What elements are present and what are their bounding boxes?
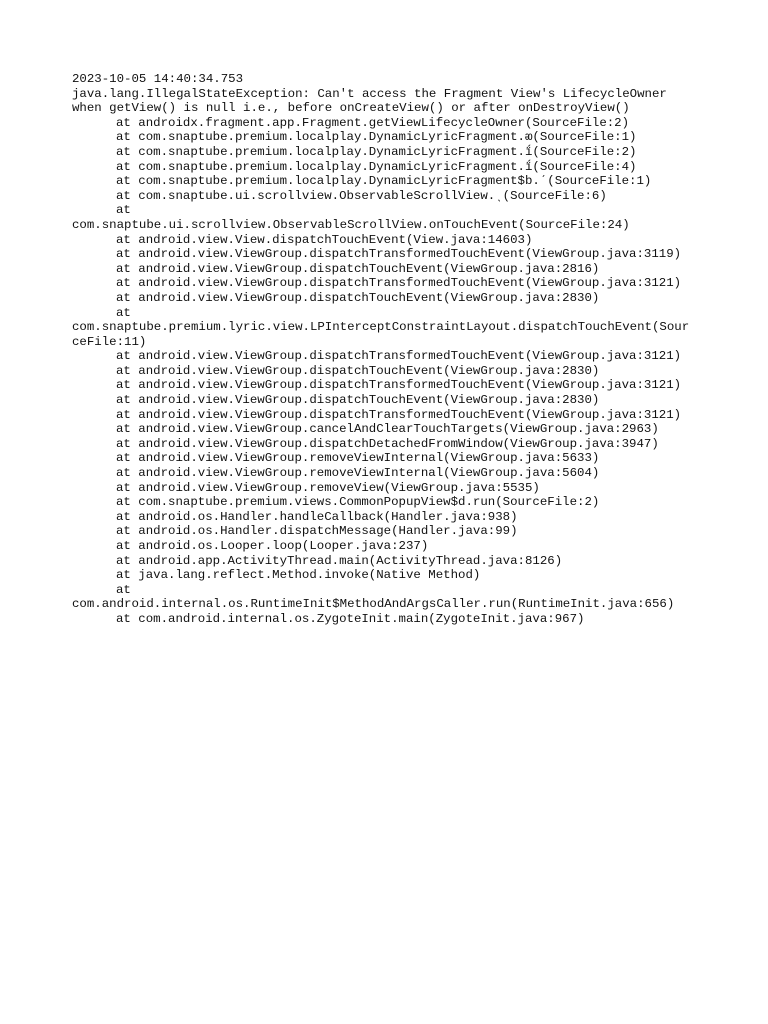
stack-frame: at android.view.ViewGroup.dispatchTouchEvent(ViewGroup.java:2830) — [116, 363, 600, 378]
stack-frame: at java.lang.reflect.Method.invoke(Native Method) — [116, 568, 481, 583]
stack-frame-wrapped: ceFile:11) — [72, 334, 147, 349]
stack-frame-wrapped: com.snaptube.ui.scrollview.ObservableScrollView.onTouchEvent(SourceFile:24) — [72, 217, 630, 232]
stack-frame: at android.app.ActivityThread.main(ActivityThread.java:8126) — [116, 553, 563, 568]
stack-frame: at — [116, 203, 131, 218]
stack-frame: at android.view.ViewGroup.dispatchTransformedTouchEvent(ViewGroup.java:3119) — [116, 247, 682, 262]
stack-frame: at android.os.Looper.loop(Looper.java:237) — [116, 539, 429, 553]
stack-frame: at android.view.ViewGroup.removeViewInternal(ViewGroup.java:5604) — [116, 466, 600, 481]
stack-frame: at com.android.internal.os.ZygoteInit.main(ZygoteInit.java:967) — [116, 611, 585, 626]
stack-frame: at android.view.ViewGroup.cancelAndClearTouchTargets(ViewGroup.java:2963) — [116, 422, 659, 437]
stack-frame: at — [116, 582, 131, 597]
stack-frame: at com.snaptube.premium.localplay.DynamicLyricFragment.ḯ(SourceFile:4) — [116, 159, 637, 174]
exception-message-continued: when getView() is null i.e., before onCreateView() or after onDestroyView() — [72, 101, 630, 116]
stack-trace-document — [72, 72, 712, 627]
stack-frame: at android.view.ViewGroup.dispatchTouchEvent(ViewGroup.java:2830) — [116, 393, 600, 408]
stack-frame: at android.view.ViewGroup.dispatchTouchEvent(ViewGroup.java:2830) — [116, 290, 600, 305]
stack-frame: at android.view.ViewGroup.dispatchTouchEvent(ViewGroup.java:2816) — [116, 261, 600, 276]
stack-frame: at com.snaptube.premium.views.CommonPopupView$d.run(SourceFile:2) — [116, 495, 600, 510]
stack-frame: at android.view.ViewGroup.dispatchTransformedTouchEvent(ViewGroup.java:3121) — [116, 378, 682, 393]
stack-frame: at android.view.ViewGroup.dispatchTransformedTouchEvent(ViewGroup.java:3121) — [116, 407, 682, 422]
stack-frame: at android.os.Handler.handleCallback(Handler.java:938) — [116, 509, 518, 524]
stack-frame: at — [116, 305, 131, 320]
stack-frame: at android.view.ViewGroup.removeView(ViewGroup.java:5535) — [116, 480, 540, 495]
stack-frame: at com.snaptube.premium.localplay.DynamicLyricFragment.ḯ(SourceFile:2) — [116, 144, 637, 159]
stack-frame: at android.view.ViewGroup.dispatchTransformedTouchEvent(ViewGroup.java:3121) — [116, 276, 682, 291]
stack-frame: at android.view.ViewGroup.dispatchTransformedTouchEvent(ViewGroup.java:3121) — [116, 349, 682, 364]
exception-message: java.lang.IllegalStateException: Can't access the Fragment View's LifecycleOwner — [72, 86, 667, 101]
stack-frame: at android.view.View.dispatchTouchEvent(View.java:14603) — [116, 232, 533, 247]
stack-frame: at com.snaptube.premium.localplay.DynamicLyricFragment$b.ˊ(SourceFile:1) — [116, 174, 652, 189]
stack-frame: at android.os.Handler.dispatchMessage(Handler.java:99) — [116, 524, 518, 539]
stack-frame: at androidx.fragment.app.Fragment.getViewLifecycleOwner(SourceFile:2) — [116, 115, 630, 130]
stack-frame: at android.view.ViewGroup.removeViewInternal(ViewGroup.java:5633) — [116, 451, 600, 466]
stack-frame: at android.view.ViewGroup.dispatchDetachedFromWindow(ViewGroup.java:3947) — [116, 436, 659, 451]
stack-frame-wrapped: com.android.internal.os.RuntimeInit$MethodAndArgsCaller.run(RuntimeInit.java:656) — [72, 597, 675, 612]
stack-frame-wrapped: com.snaptube.premium.lyric.view.LPInterceptConstraintLayout.dispatchTouchEvent(Sour — [72, 320, 690, 335]
stack-frame: at com.snaptube.ui.scrollview.ObservableScrollView.ˎ(SourceFile:6) — [116, 188, 607, 203]
stack-frame: at com.snaptube.premium.localplay.DynamicLyricFragment.ᴔ(SourceFile:1) — [116, 130, 637, 145]
log-timestamp: 2023-10-05 14:40:34.753 — [72, 72, 244, 86]
